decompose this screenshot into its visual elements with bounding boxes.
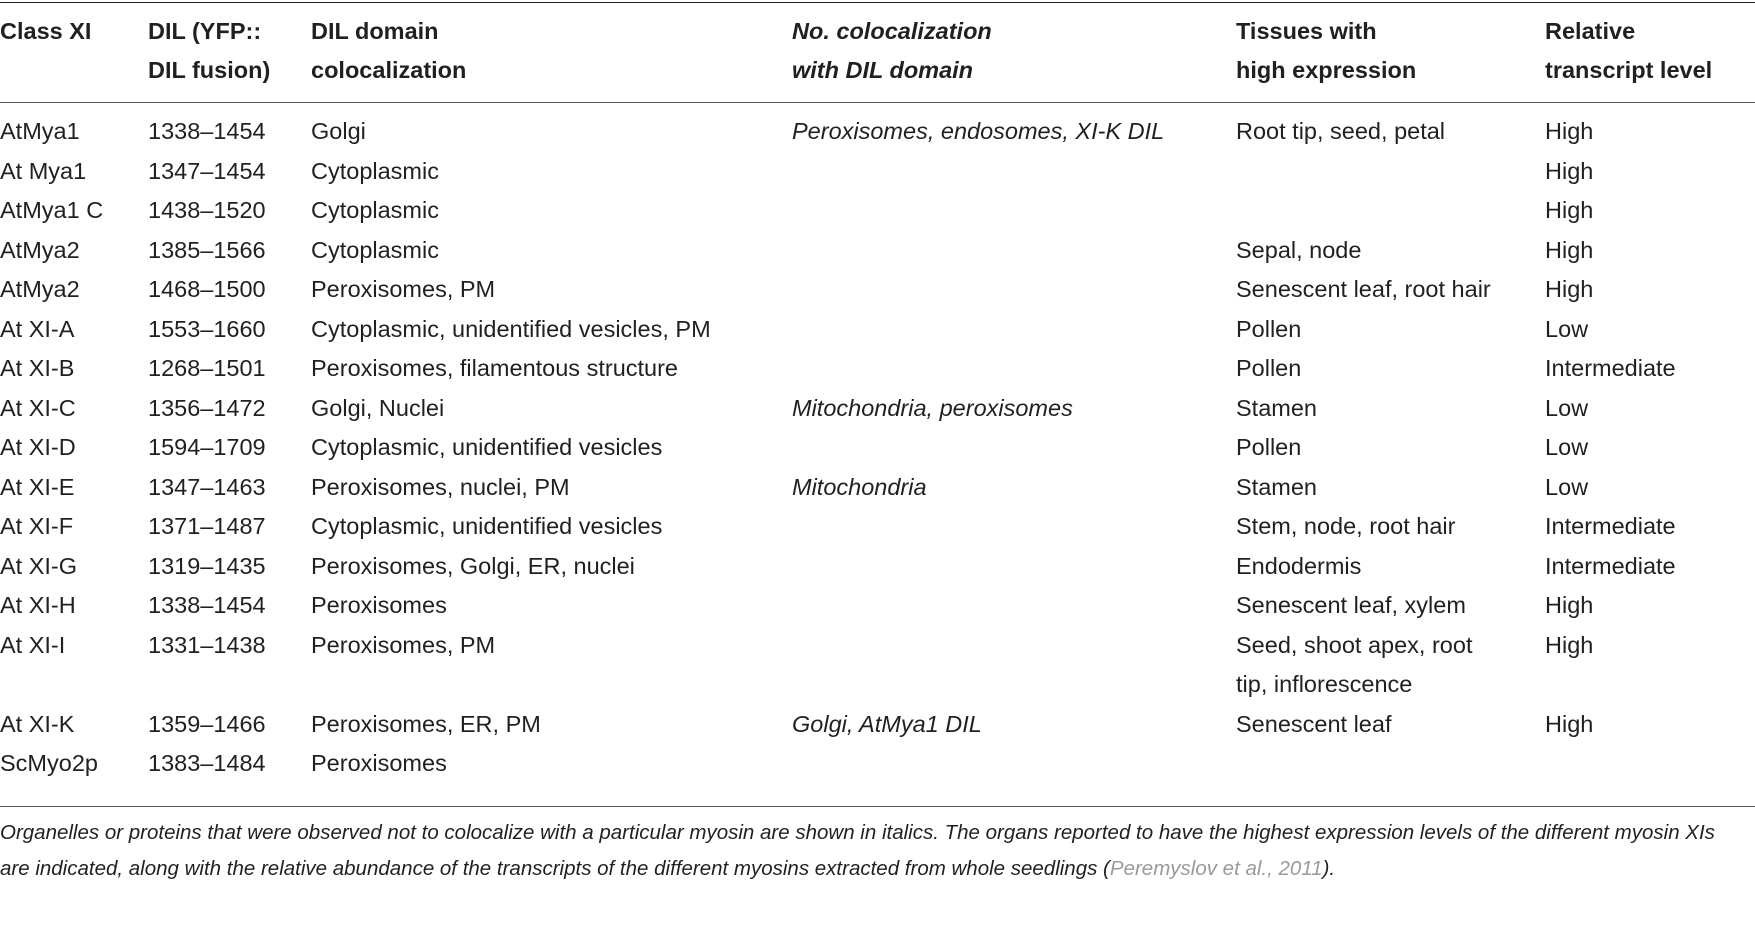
cell-tissues: Seed, shoot apex, root	[1236, 631, 1473, 658]
header-dil-range-line2: DIL fusion)	[148, 57, 271, 83]
cell-dil-range: 1338–1454	[148, 118, 266, 144]
cell-dil-colocalization: Peroxisomes, Golgi, ER, nuclei	[311, 552, 635, 579]
cell-tissues: Stamen	[1236, 473, 1317, 500]
cell-class: At XI-E	[0, 473, 75, 500]
cell-dil-colocalization: Cytoplasmic, unidentified vesicles	[311, 434, 663, 460]
cell-dil-range: 1468–1500	[148, 276, 266, 302]
cell-no-colocalization: Golgi, AtMya1 DIL	[792, 710, 982, 737]
cell-tissues: Stamen	[1236, 394, 1317, 421]
cell-dil-colocalization: Cytoplasmic, unidentified vesicles, PM	[311, 315, 711, 342]
cell-transcript-level: Intermediate	[1545, 355, 1676, 381]
cell-tissues: Stem, node, root hair	[1236, 513, 1456, 539]
cell-dil-colocalization: Golgi, Nuclei	[311, 394, 445, 421]
cell-dil-range: 1268–1501	[148, 355, 266, 381]
cell-dil-colocalization: Peroxisomes, ER, PM	[311, 710, 541, 737]
cell-tissues: Root tip, seed, petal	[1236, 118, 1446, 144]
cell-dil-range: 1347–1463	[148, 473, 266, 500]
cell-no-colocalization: Mitochondria, peroxisomes	[792, 394, 1073, 421]
cell-dil-range: 1553–1660	[148, 315, 266, 342]
cell-transcript-level: Intermediate	[1545, 513, 1676, 539]
header-tissues-line1: Tissues with	[1236, 18, 1377, 44]
header-dil-colocalization-line2: colocalization	[311, 57, 467, 83]
cell-no-colocalization: Mitochondria	[792, 473, 927, 500]
header-transcript-level-line2: transcript level	[1545, 57, 1713, 83]
cell-dil-colocalization: Cytoplasmic, unidentified vesicles	[311, 513, 663, 539]
cell-dil-colocalization: Golgi	[311, 118, 366, 144]
cell-no-colocalization: Peroxisomes, endosomes, XI-K DIL	[792, 118, 1165, 144]
cell-class: At Mya1	[0, 157, 87, 184]
cell-tissues: tip, inflorescence	[1236, 671, 1413, 697]
cell-class: AtMya1	[0, 118, 80, 144]
cell-class: At XI-F	[0, 513, 74, 539]
table-bottom-rule	[0, 806, 1755, 807]
cell-class: At XI-C	[0, 394, 76, 421]
cell-tissues: Endodermis	[1236, 552, 1362, 579]
cell-dil-range: 1347–1454	[148, 157, 266, 184]
cell-dil-range: 1331–1438	[148, 631, 266, 658]
cell-dil-colocalization: Peroxisomes, filamentous structure	[311, 355, 679, 381]
cell-transcript-level: Low	[1545, 315, 1589, 342]
cell-dil-range: 1359–1466	[148, 710, 266, 737]
cell-tissues: Senescent leaf, xylem	[1236, 592, 1466, 618]
cell-tissues: Senescent leaf	[1236, 710, 1392, 737]
cell-dil-colocalization: Peroxisomes, PM	[311, 276, 496, 302]
cell-dil-range: 1594–1709	[148, 434, 266, 460]
cell-tissues: Sepal, node	[1236, 236, 1362, 263]
header-dil-range-line1: DIL (YFP::	[148, 18, 262, 44]
cell-transcript-level: High	[1545, 276, 1594, 302]
footnote-citation-link[interactable]: Peremyslov et al., 2011	[1109, 857, 1323, 880]
cell-class: At XI-K	[0, 710, 75, 737]
cell-transcript-level: High	[1545, 710, 1594, 737]
cell-class: At XI-G	[0, 552, 78, 579]
header-no-colocalization-line2: with DIL domain	[792, 57, 974, 83]
cell-dil-range: 1438–1520	[148, 197, 266, 223]
footnote-close: ).	[1322, 857, 1336, 880]
cell-dil-colocalization: Cytoplasmic	[311, 197, 439, 223]
cell-transcript-level: Intermediate	[1545, 552, 1676, 579]
header-tissues-line2: high expression	[1236, 57, 1417, 83]
cell-class: ScMyo2p	[0, 750, 98, 776]
cell-tissues: Pollen	[1236, 355, 1302, 381]
cell-class: AtMya1 C	[0, 197, 104, 223]
cell-dil-range: 1338–1454	[148, 592, 266, 618]
cell-dil-colocalization: Peroxisomes, nuclei, PM	[311, 473, 570, 500]
cell-dil-colocalization: Cytoplasmic	[311, 157, 439, 184]
cell-dil-range: 1385–1566	[148, 236, 266, 263]
cell-dil-range: 1383–1484	[148, 750, 266, 776]
cell-dil-range: 1319–1435	[148, 552, 266, 579]
header-dil-colocalization-line1: DIL domain	[311, 18, 439, 44]
cell-class: At XI-A	[0, 315, 75, 342]
cell-class: At XI-H	[0, 592, 76, 618]
cell-class: At XI-B	[0, 355, 75, 381]
header-transcript-level-line1: Relative	[1545, 18, 1636, 44]
cell-transcript-level: High	[1545, 592, 1594, 618]
cell-dil-colocalization: Peroxisomes, PM	[311, 631, 496, 658]
cell-dil-range: 1356–1472	[148, 394, 266, 421]
cell-transcript-level: Low	[1545, 434, 1589, 460]
table-footnote	[0, 815, 1750, 887]
cell-transcript-level: Low	[1545, 473, 1589, 500]
cell-transcript-level: High	[1545, 236, 1594, 263]
cell-transcript-level: High	[1545, 157, 1594, 184]
cell-tissues: Senescent leaf, root hair	[1236, 276, 1491, 302]
table-top-rule	[0, 2, 1755, 3]
cell-transcript-level: Low	[1545, 394, 1589, 421]
cell-class: At XI-I	[0, 631, 66, 658]
cell-tissues: Pollen	[1236, 315, 1302, 342]
cell-class: AtMya2	[0, 236, 80, 263]
cell-tissues: Pollen	[1236, 434, 1302, 460]
header-no-colocalization-line1: No. colocalization	[792, 18, 992, 44]
cell-transcript-level: High	[1545, 631, 1594, 658]
header-class-line1: Class XI	[0, 18, 92, 44]
cell-transcript-level: High	[1545, 197, 1594, 223]
cell-class: AtMya2	[0, 276, 80, 302]
cell-class: At XI-D	[0, 434, 76, 460]
header-bottom-rule	[0, 102, 1755, 103]
cell-dil-colocalization: Peroxisomes	[311, 750, 447, 776]
cell-dil-range: 1371–1487	[148, 513, 266, 539]
footnote-text: Organelles or proteins that were observed not to colocalize with a particular myosin are shown in italics. The organs reported to have the highest expression levels of the different myosin XIs are indicated, along with the relative abundance of the transcripts of the different myosins extracted from whole seedlings (	[0, 821, 1715, 880]
cell-dil-colocalization: Cytoplasmic	[311, 236, 439, 263]
cell-dil-colocalization: Peroxisomes	[311, 592, 447, 618]
cell-transcript-level: High	[1545, 118, 1594, 144]
